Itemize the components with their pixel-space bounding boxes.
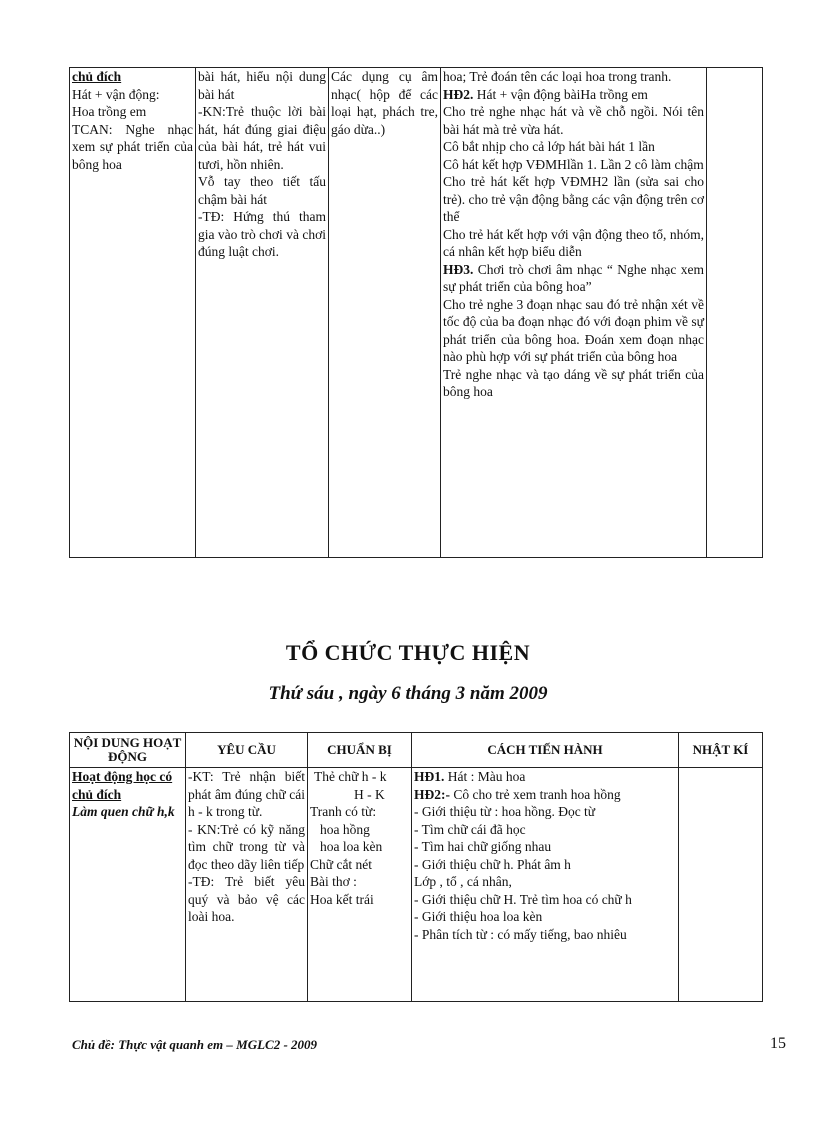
activity-title: Làm quen chữ h,k xyxy=(72,804,175,819)
requirement-line: -KT: Trẻ nhận biết phát âm đúng chữ cái h - k trong từ. xyxy=(188,769,305,819)
column-header-preparation: CHUẨN BỊ xyxy=(308,733,412,768)
activity-line: Hoa trồng em xyxy=(72,104,147,119)
requirement-cell xyxy=(186,768,308,1002)
activity-heading: Hoạt động học có chủ đích xyxy=(72,769,173,802)
procedure-line: - Giới thiệu hoa loa kèn xyxy=(414,909,543,924)
table-row xyxy=(70,68,763,558)
date-subtitle: Thứ sáu , ngày 6 tháng 3 năm 2009 xyxy=(268,683,548,704)
journal-cell xyxy=(679,768,763,1002)
step-label: HĐ2:- xyxy=(414,786,450,802)
step-label: HĐ2. xyxy=(443,86,474,102)
requirement-line: Vỗ tay theo tiết tấu chậm bài hát xyxy=(198,174,326,207)
requirement-line: -TĐ: Trẻ biết yêu quý và bảo vệ các loài hoa. xyxy=(188,874,305,924)
preparation-line: Hoa kết trái xyxy=(310,891,374,907)
requirement-line: -TĐ: Hứng thú tham gia vào trò chơi và chơi đúng luật chơi. xyxy=(198,209,326,259)
section-title: TỔ CHỨC THỰC HIỆN xyxy=(285,640,531,665)
table-header-row xyxy=(70,733,763,768)
preparation-cell xyxy=(329,68,441,558)
procedure-line: Cho trẻ nghe 3 đoạn nhạc sau đó trẻ nhận xét về tốc độ của ba đoạn nhạc đó với đoạn phim về sự phát triển của bông hoa. Đoán xem đoạn nhạc nào phù hợp với sự phát triển của bông hoa xyxy=(443,296,704,364)
step-text: Hát + vận động bàiHa trồng em xyxy=(473,86,648,102)
step-label: HĐ1. xyxy=(414,769,445,784)
activity-table xyxy=(69,732,763,1002)
procedure-line: - Giới thiệu từ : hoa hồng. Đọc từ xyxy=(414,804,596,819)
preparation-line: hoa hồng xyxy=(320,821,370,837)
activity-table-continued xyxy=(69,67,763,558)
preparation-line: Tranh có từ: xyxy=(310,804,377,819)
requirement-line: bài hát, hiểu nội dung bài hát xyxy=(198,69,326,102)
procedure-step xyxy=(414,786,676,804)
step-text: Cô cho trẻ xem tranh hoa hồng xyxy=(450,786,621,802)
preparation-line: Thẻ chữ h - k xyxy=(314,769,387,784)
procedure-line: - Phân tích từ : có mấy tiếng, bao nhiêu xyxy=(414,926,627,942)
step-text: Chơi trò chơi âm nhạc “ Nghe nhạc xem sự phát triển của bông hoa” xyxy=(443,261,704,294)
preparation-line: Chữ cắt nét xyxy=(310,856,373,872)
journal-cell xyxy=(707,68,763,558)
procedure-step xyxy=(414,768,676,786)
step-label: HĐ3. xyxy=(443,261,474,277)
requirement-line: - KN:Trẻ có kỹ năng tìm chữ trong từ và đọc theo dãy liên tiếp xyxy=(188,821,305,872)
step-text: Hát : Màu hoa xyxy=(444,769,526,784)
procedure-line: Cho trẻ nghe nhạc hát và về chỗ ngồi. Nói tên bài hát mà trẻ vừa hát. xyxy=(443,104,704,137)
procedure-line: Lớp , tổ , cá nhân, xyxy=(414,874,512,889)
procedure-line: - Giới thiệu chữ H. Trẻ tìm hoa có chữ h xyxy=(414,891,632,907)
requirement-line: -KN:Trẻ thuộc lời bài hát, hát đúng giai điệu của bài hát, trẻ hát vui tươi, hồn nhiên. xyxy=(198,104,326,172)
procedure-line: Cô bắt nhịp cho cả lớp hát bài hát 1 lần xyxy=(443,139,655,154)
preparation-line: Bài thơ : xyxy=(310,874,357,889)
procedure-line: Cho trẻ hát kết hợp với vận động theo tổ, nhóm, cá nhân kết hợp biểu diễn xyxy=(443,226,704,259)
column-header-content: NỘI DUNG HOẠT ĐỘNG xyxy=(70,733,186,768)
footer-topic: Chủ đề: Thực vật quanh em – MGLC2 - 2009 xyxy=(72,1037,318,1052)
procedure-step xyxy=(443,261,704,296)
procedure-line: Cô hát kết hợp VĐMHlần 1. Lần 2 cô làm chậm xyxy=(443,156,704,172)
column-header-procedure: CÁCH TIẾN HÀNH xyxy=(412,733,679,768)
procedure-step xyxy=(443,86,704,104)
preparation-line: hoa loa kèn xyxy=(320,839,383,854)
procedure-line: - Tìm hai chữ giống nhau xyxy=(414,839,552,854)
table-row xyxy=(70,768,763,1002)
procedure-line: Cho trẻ hát kết hợp VĐMH2 lần (sửa sai cho trẻ). cho trẻ vận động bằng các vận động trên cơ thể xyxy=(443,174,704,224)
procedure-line: - Tìm chữ cái đã học xyxy=(414,821,526,837)
column-header-requirement: YÊU CẦU xyxy=(186,733,308,768)
procedure-line: hoa; Trẻ đoán tên các loại hoa trong tranh. xyxy=(443,69,672,84)
activity-line: TCAN: Nghe nhạc xem sự phát triển của bông hoa xyxy=(72,121,193,172)
activity-content-cell xyxy=(70,768,186,1002)
page-number: 15 xyxy=(770,1035,786,1052)
activity-heading: chủ đích xyxy=(72,69,122,84)
activity-line: Hát + vận động: xyxy=(72,86,160,102)
column-header-journal: NHẬT KÍ xyxy=(679,733,763,768)
preparation-cell xyxy=(308,768,412,1002)
preparation-line: H - K xyxy=(354,786,385,802)
procedure-line: Trẻ nghe nhạc và tạo dáng về sự phát triển của bông hoa xyxy=(443,366,704,399)
activity-content-cell xyxy=(70,68,196,558)
procedure-cell xyxy=(412,768,679,1002)
procedure-line: - Giới thiệu chữ h. Phát âm h xyxy=(414,856,571,872)
requirement-cell xyxy=(196,68,329,558)
preparation-line: Các dụng cụ âm nhạc( hộp để các loại hạt, phách tre, gáo dừa..) xyxy=(331,69,438,137)
procedure-cell xyxy=(441,68,707,558)
